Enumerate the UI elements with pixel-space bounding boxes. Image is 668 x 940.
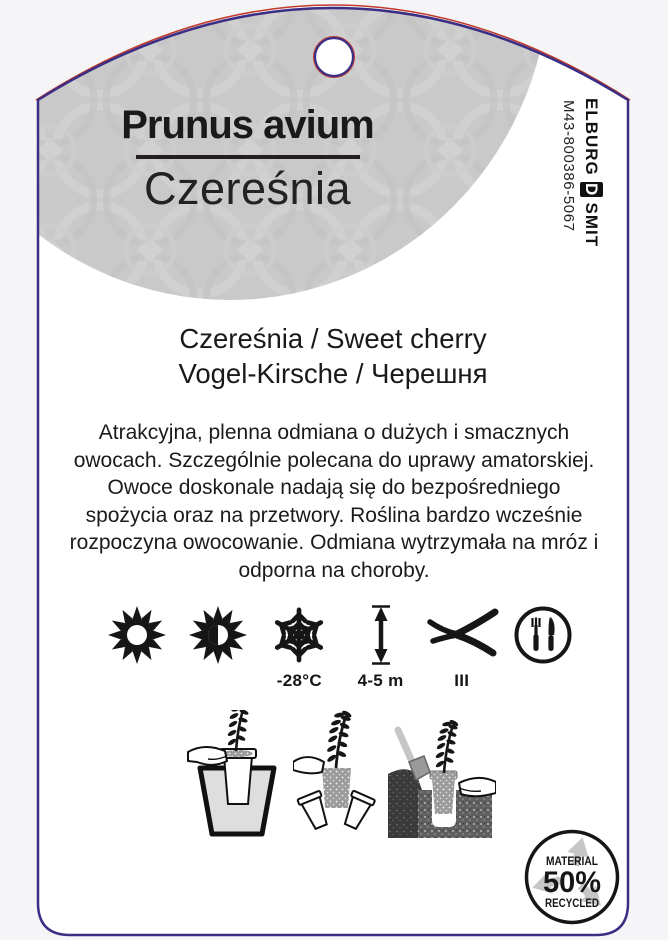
care-icon-frost-hardiness [262,604,336,691]
frost-temperature-label: -28°C [276,671,322,690]
care-icon-partial-shade [181,604,255,691]
soak-rootball-illustration [186,710,282,840]
brand-left: ELBURG [582,98,601,176]
description-line: owocach. Szczególnie polecana do uprawy amatorskiej. [73,448,595,472]
producer-brand [579,98,603,288]
recycled-badge [522,827,622,927]
names-line-1: Czereśnia / Sweet cherry [179,323,487,354]
description-line: Atrakcyjna, plenna odmiana o dużych i smacznych [98,421,570,444]
title-block [40,102,455,215]
remove-pot-illustration [293,710,377,840]
title-divider [136,155,360,159]
common-name: Czereśnia [143,163,352,214]
care-icons-row [100,604,580,691]
plant-in-ground-illustration [388,710,496,840]
multilingual-names [38,321,628,391]
care-icon-height [344,604,418,691]
latin-name: Prunus avium [121,103,374,147]
partial-sun-icon [188,604,248,666]
names-line-2: Vogel-Kirsche / Черешня [178,358,488,389]
badge-recycled-text: RECYCLED [545,898,599,910]
description [45,419,623,584]
badge-material-text: MATERIAL [546,856,598,868]
pruning-shears-icon [425,604,499,666]
care-icon-edible [506,604,580,691]
description-line: spożycia oraz na przetwory. Roślina bardzo wcześnie [85,503,583,527]
cutlery-icon [513,604,573,666]
height-arrow-icon [367,604,395,666]
item-code: M43-800386-5067 [560,100,577,232]
care-icon-pruning [425,604,499,691]
badge-percent-text: 50% [543,866,601,899]
description-line: Owoce doskonale nadają się do bezpośredniego [107,476,561,499]
brand-right: SMIT [582,202,601,248]
care-icon-full-sun [100,604,174,691]
pruning-month-label: III [454,671,470,690]
snowflake-icon [270,604,328,666]
hanging-hole [315,38,353,76]
description-line: odporna na choroby. [238,558,430,582]
producer-code-block [558,98,603,288]
brand-mark-logo: D [582,182,601,196]
height-label: 4-5 m [357,671,404,690]
description-line: rozpoczyna owocowanie. Odmiana wytrzymała na mróz i [69,531,599,554]
planting-steps [186,710,496,840]
sun-icon [107,604,167,666]
